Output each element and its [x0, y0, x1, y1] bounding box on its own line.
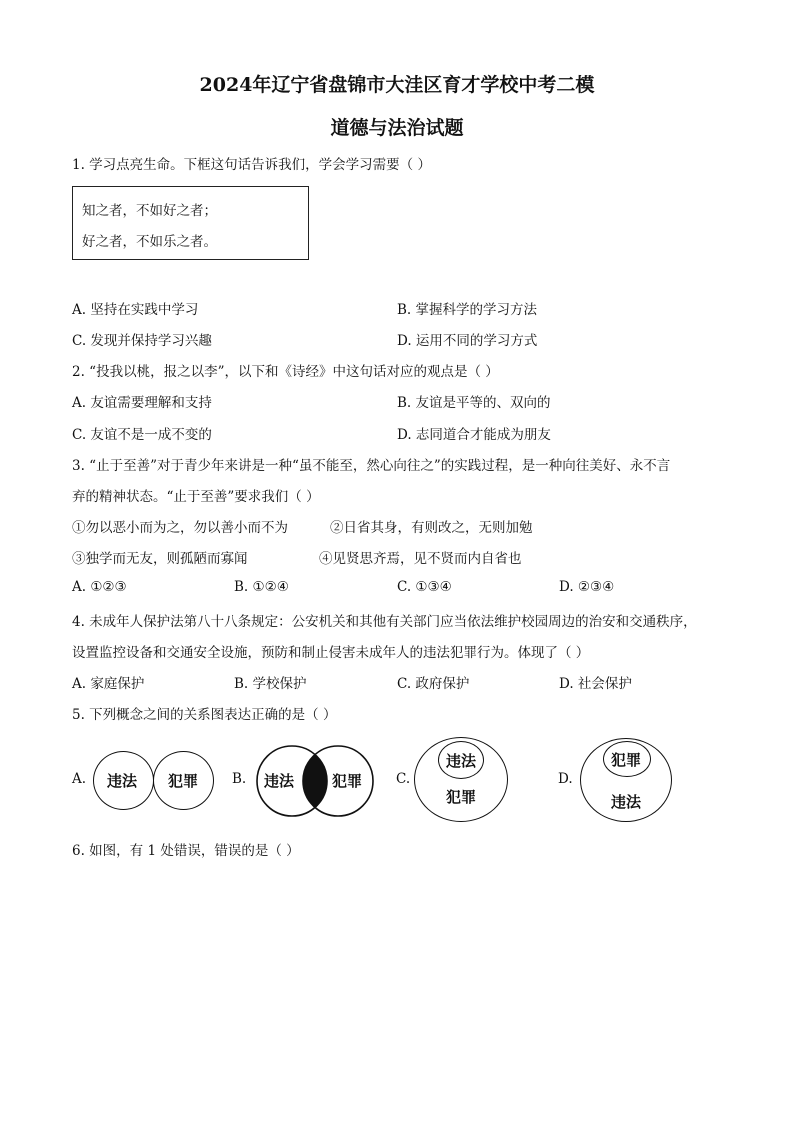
- q3-item-4: ④见贤思齐焉，见不贤而内自省也: [319, 551, 522, 567]
- circle-label-crime: 犯罪: [332, 772, 363, 790]
- q1-option-b: B. 掌握科学的学习方法: [397, 302, 538, 318]
- q1-quote-line-1: 知之者，不如好之者；: [82, 203, 217, 219]
- q3-stem-line-1: 3. “止于至善”对于青少年来讲是一种“虽不能至，然心向往之”的实践过程，是一种向往美好、永不言: [72, 458, 671, 474]
- q1-quote-line-2: 好之者，不如乐之者。: [82, 234, 217, 250]
- q2-stem: 2. “投我以桃，报之以李”，以下和《诗经》中这句话对应的观点是（ ）: [72, 364, 499, 380]
- q1-option-c: C. 发现并保持学习兴趣: [72, 333, 212, 349]
- q4-option-c: C. 政府保护: [397, 676, 470, 692]
- q2-option-b: B. 友谊是平等的、双向的: [397, 395, 551, 411]
- q2-option-c: C. 友谊不是一成不变的: [72, 427, 212, 443]
- circle-label-illegal: 违法: [107, 772, 138, 790]
- q3-item-3: ③独学而无友，则孤陋而寡闻: [72, 551, 248, 567]
- q4-option-b: B. 学校保护: [234, 676, 307, 692]
- q3-option-b: B. ①②④: [234, 579, 289, 595]
- inner-label-crime: 犯罪: [611, 751, 642, 769]
- q4-stem-line-1: 4. 未成年人保护法第八十八条规定：公安机关和其他有关部门应当依法维护校园周边的治安和交通秩序，: [72, 614, 697, 630]
- q2-option-a: A. 友谊需要理解和支持: [72, 395, 212, 411]
- q3-option-d: D. ②③④: [559, 579, 615, 595]
- inner-label-illegal: 违法: [446, 752, 477, 770]
- q3-option-a: A. ①②③: [72, 579, 127, 595]
- q4-stem-line-2: 设置监控设备和交通安全设施，预防和制止侵害未成年人的违法犯罪行为。体现了（ ）: [72, 645, 590, 661]
- outer-label-illegal: 违法: [611, 793, 642, 811]
- q3-stem-line-2: 弃的精神状态。“止于至善”要求我们（ ）: [72, 489, 320, 505]
- q3-item-2: ②日省其身，有则改之，无则加勉: [330, 520, 533, 536]
- circle-label-crime: 犯罪: [168, 772, 199, 790]
- q3-option-c: C. ①③④: [397, 579, 452, 595]
- q5-option-c-letter: C.: [396, 771, 411, 787]
- outer-label-crime: 犯罪: [446, 788, 477, 806]
- q5-option-d-letter: D.: [558, 771, 573, 787]
- q4-option-d: D. 社会保护: [559, 676, 632, 692]
- q1-option-a: A. 坚持在实践中学习: [72, 302, 199, 318]
- q2-option-d: D. 志同道合才能成为朋友: [397, 427, 551, 443]
- q1-option-d: D. 运用不同的学习方式: [397, 333, 538, 349]
- q6-stem: 6. 如图，有 1 处错误，错误的是（ ）: [72, 843, 300, 859]
- q1-stem: 1. 学习点亮生命。下框这句话告诉我们，学会学习需要（ ）: [72, 157, 431, 173]
- q1-quote-box: [72, 186, 309, 260]
- q4-option-a: A. 家庭保护: [72, 676, 145, 692]
- q5-stem: 5. 下列概念之间的关系图表达正确的是（ ）: [72, 707, 337, 723]
- circle-label-illegal: 违法: [264, 772, 295, 790]
- q5-option-b-letter: B.: [232, 771, 247, 787]
- exam-title: 2024年辽宁省盘锦市大洼区育才学校中考二模: [199, 74, 595, 96]
- q3-item-1: ①勿以恶小而为之，勿以善小而不为: [72, 520, 288, 536]
- q5-option-a-letter: A.: [72, 771, 87, 787]
- exam-subtitle: 道德与法治试题: [330, 117, 464, 139]
